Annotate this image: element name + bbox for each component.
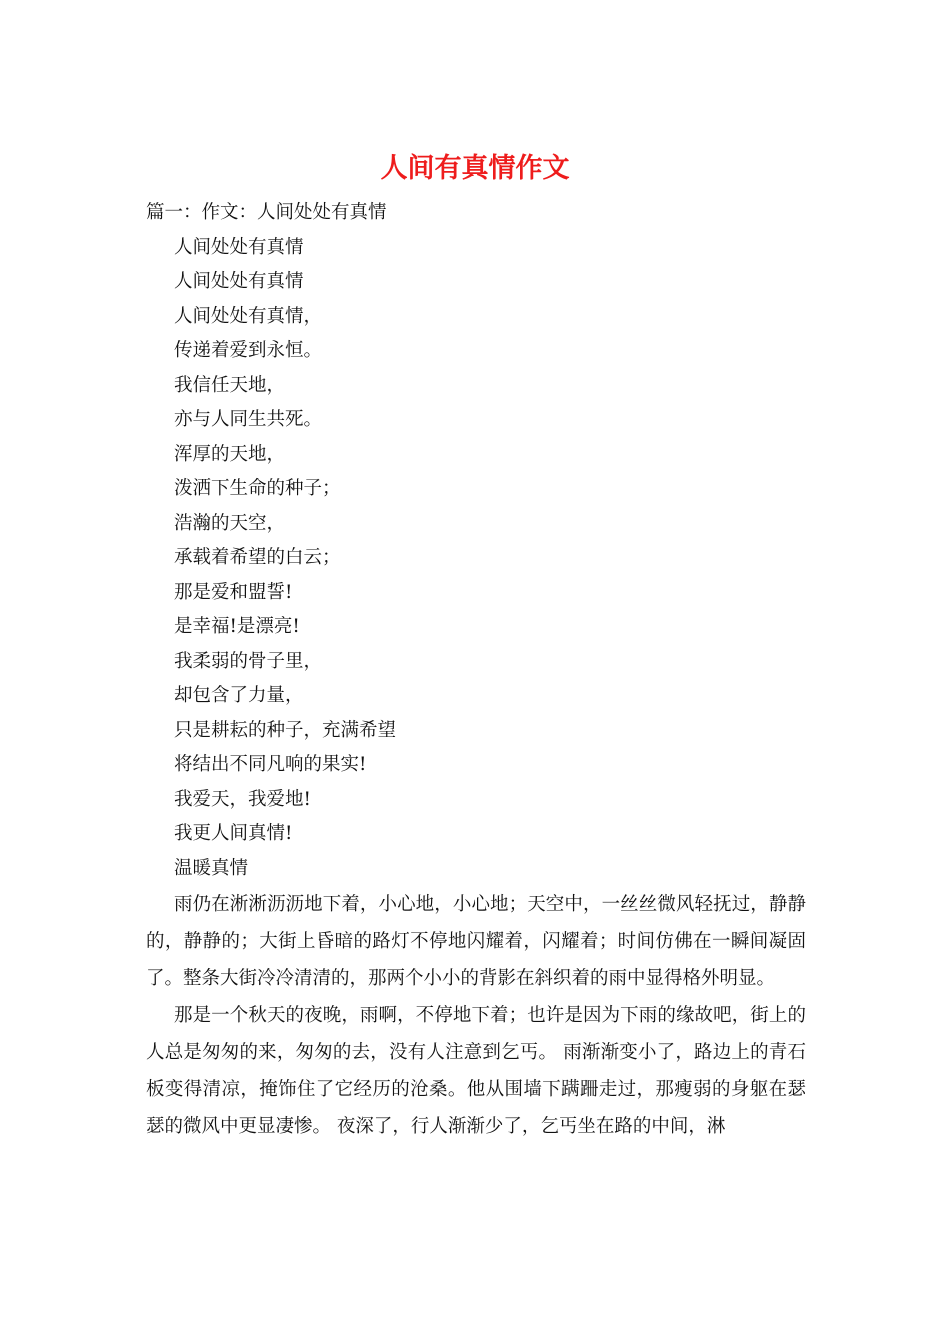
poem-line: 只是耕耘的种子，充满希望	[174, 719, 397, 741]
paragraph: 那是一个秋天的夜晚，雨啊，不停地下着；也许是因为下雨的缘故吧，街上的人总是匆匆的来，匆匆的去，没有人注意到乞丐。 雨渐渐变小了，路边上的青石板变得清凉，掩饰住了它经历的沧桑。他从围墙下蹒跚走过，那瘦弱的身躯在瑟瑟的微风中更显凄惨。 夜深了，行人渐渐少了，乞丐坐在路的中间，淋	[146, 1005, 806, 1137]
subheading: 温暖真情	[174, 857, 249, 879]
paragraph: 雨仍在淅淅沥沥地下着，小心地，小心地；天空中，一丝丝微风轻抚过，静静的，静静的；大街上昏暗的路灯不停地闪耀着，闪耀着；时间仿佛在一瞬间凝固了。整条大街冷冷清清的，那两个小小的背影在斜织着的雨中显得格外明显。	[146, 894, 806, 989]
poem-line: 亦与人同生共死。	[174, 409, 323, 430]
poem-line: 传递着爱到永恒。	[174, 340, 323, 361]
poem-line: 人间处处有真情，	[174, 305, 323, 327]
poem-line: 人间处处有真情	[174, 236, 304, 258]
poem-line: 是幸福!是漂亮!	[174, 616, 300, 637]
poem-line: 承载着希望的白云；	[174, 547, 341, 568]
poem-line: 泼洒下生命的种子；	[174, 478, 341, 499]
poem	[146, 231, 806, 852]
poem-line: 人间处处有真情	[174, 271, 304, 292]
poem-line: 我柔弱的骨子里，	[174, 650, 323, 672]
poem-line: 将结出不同凡响的果实!	[174, 754, 367, 775]
poem-line: 我更人间真情!	[174, 823, 293, 844]
poem-line: 那是爱和盟誓!	[174, 581, 293, 603]
poem-line: 我信任天地，	[174, 374, 286, 396]
poem-line: 浩瀚的天空，	[174, 512, 286, 534]
poem-line: 浑厚的天地，	[174, 443, 286, 465]
poem-line: 我爱天，我爱地!	[174, 788, 311, 810]
document-title: 人间有真情作文	[380, 153, 570, 184]
poem-line: 却包含了力量，	[174, 685, 304, 706]
section-heading: 篇一：作文：人间处处有真情	[146, 202, 387, 223]
document-body	[146, 196, 806, 1145]
